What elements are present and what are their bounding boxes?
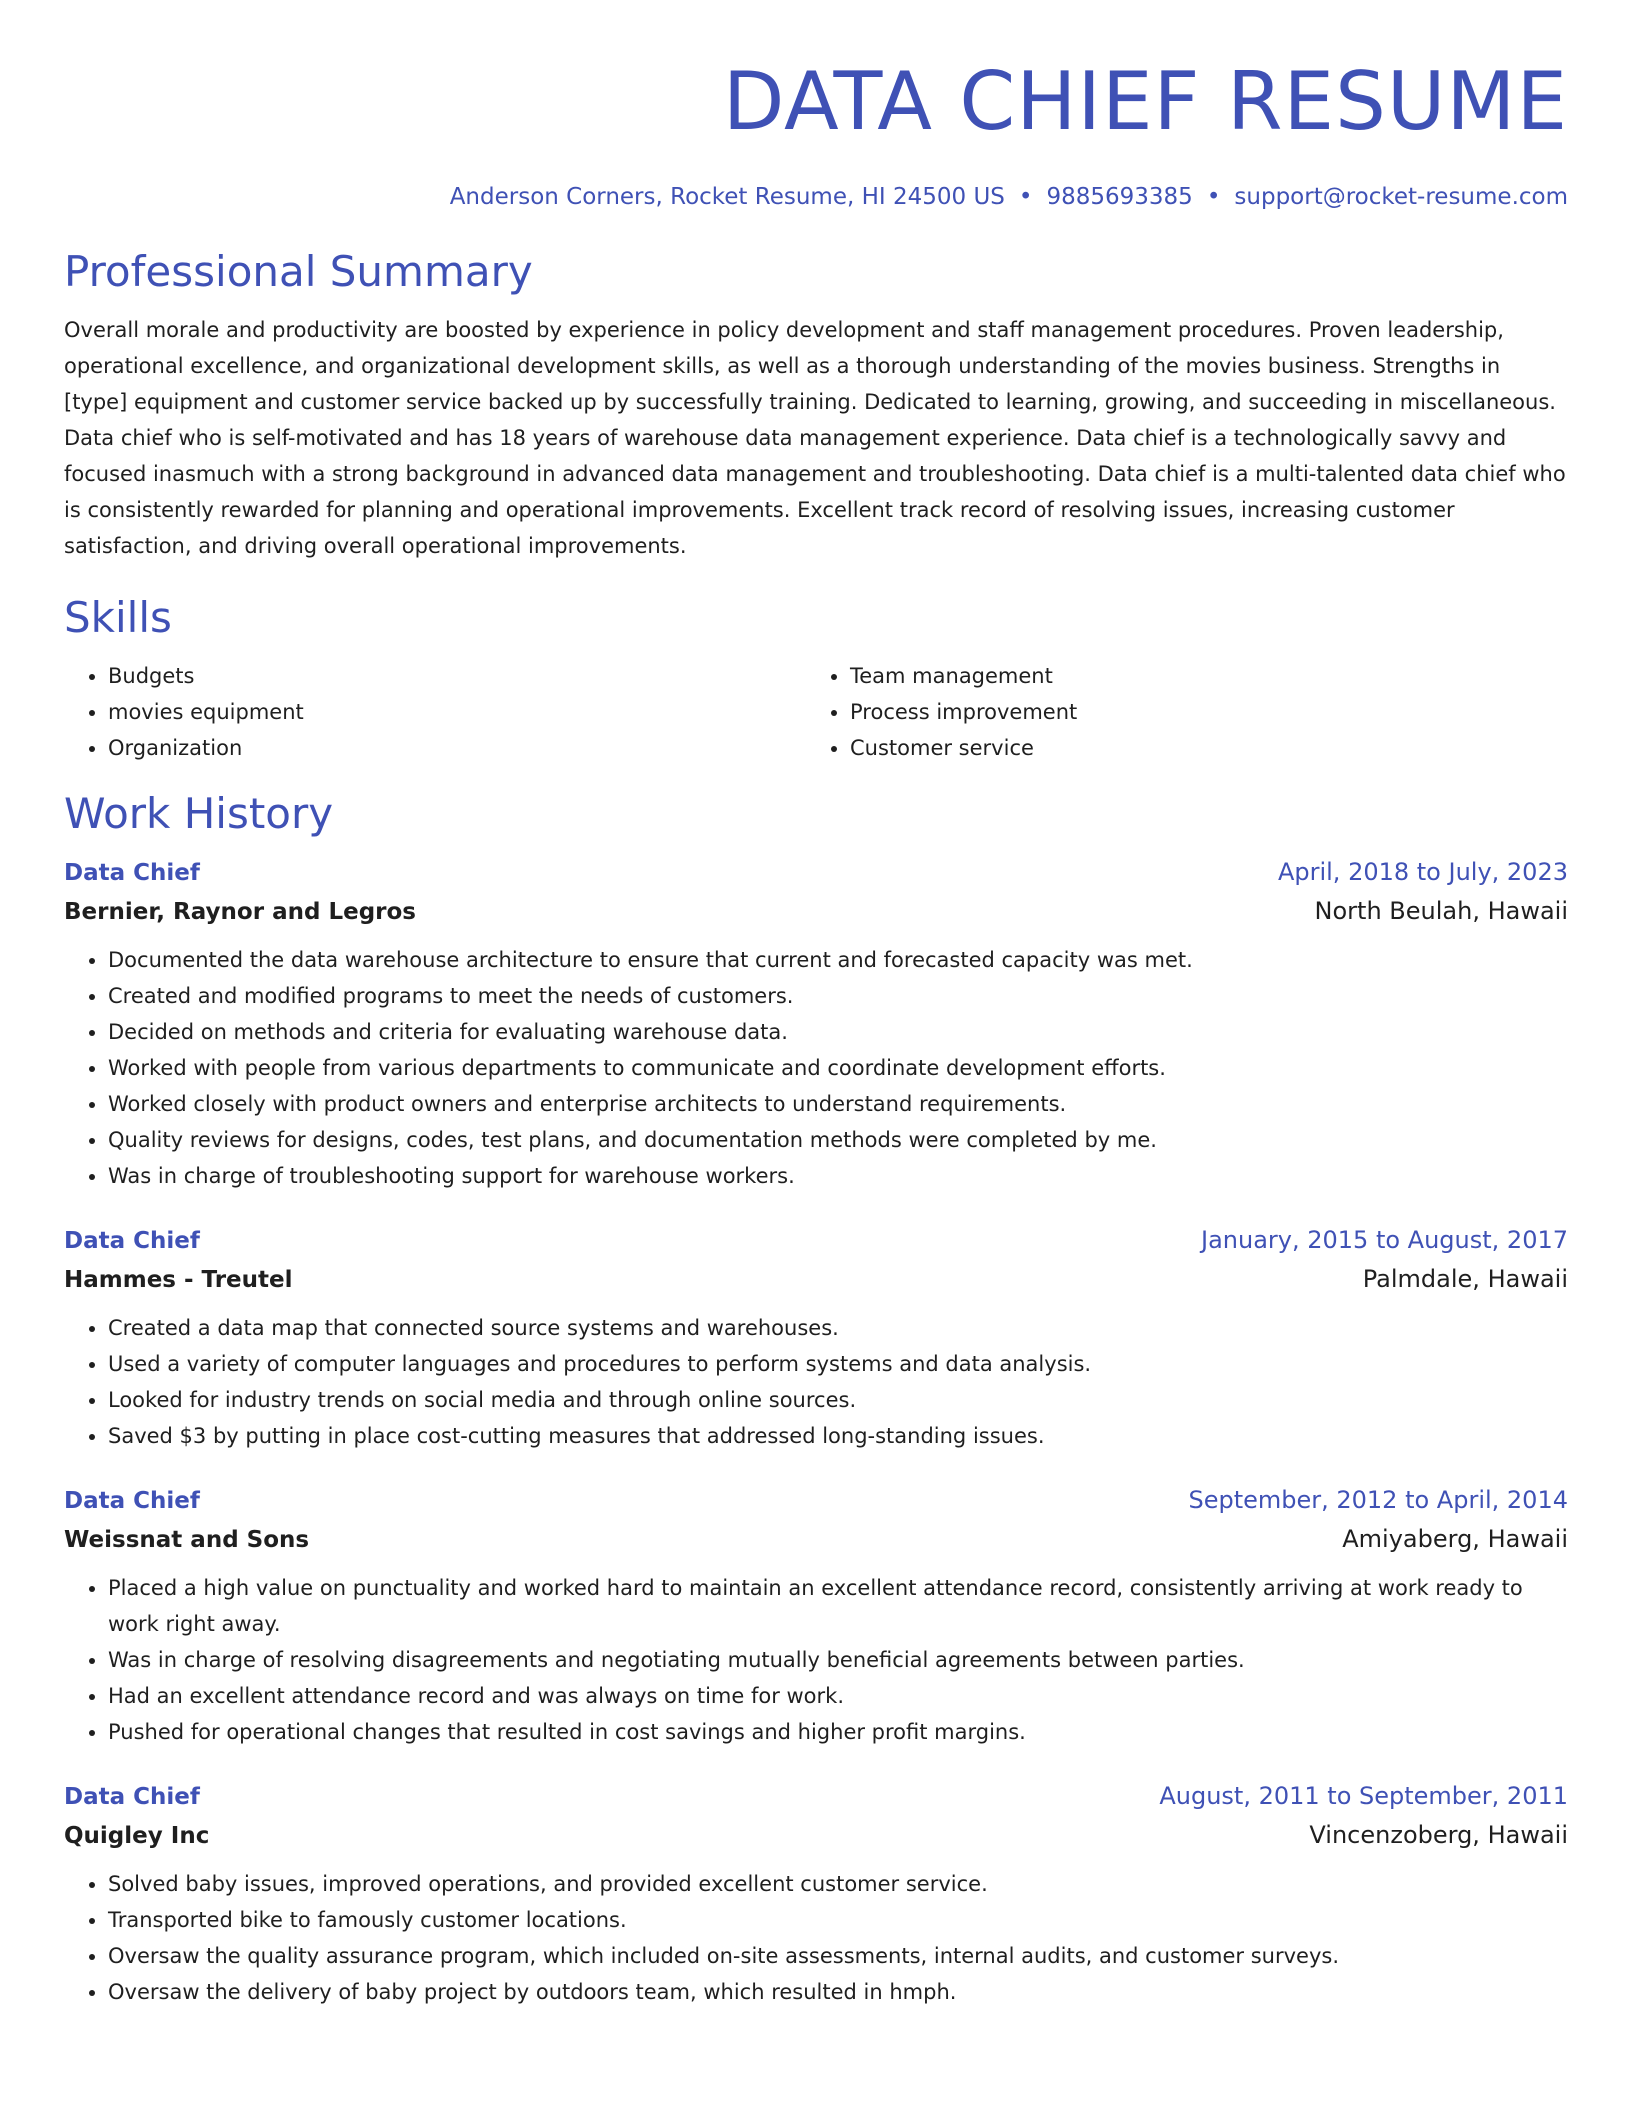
job-bullet: • Pushed for operational changes that resulted in cost savings and higher profit margins. [108, 1714, 1568, 1750]
job-title-row [64, 1222, 1568, 1259]
contact-phone: 9885693385 [1046, 184, 1193, 210]
job-company-row [64, 1259, 1568, 1300]
skills-heading: Skills [64, 593, 172, 642]
job-dates: April, 2018 to July, 2023 [1277, 858, 1568, 886]
job-dates: August, 2011 to September, 2011 [1159, 1782, 1568, 1810]
job-location: Palmdale, Hawaii [1362, 1265, 1568, 1293]
skill-item: • Process improvement [850, 694, 1548, 730]
job-title: Data Chief [64, 1784, 200, 1810]
job-company-row [64, 1519, 1568, 1560]
job-location: North Beulah, Hawaii [1314, 897, 1568, 925]
job-bullet: • Decided on methods and criteria for evaluating warehouse data. [108, 1014, 1568, 1050]
skills-column-left [64, 658, 806, 766]
job-title-row [64, 1778, 1568, 1815]
job-location: Vincenzoberg, Hawaii [1309, 1821, 1568, 1849]
job-entry [64, 854, 1568, 1194]
job-entry [64, 1778, 1568, 2010]
contact-email: support@rocket-resume.com [1234, 184, 1568, 210]
job-company: Bernier, Raynor and Legros [64, 899, 416, 925]
job-dates: January, 2015 to August, 2017 [1201, 1226, 1568, 1254]
job-bullet: • Worked closely with product owners and enterprise architects to understand requirements. [108, 1086, 1568, 1122]
job-bullet: • Worked with people from various departments to communicate and coordinate development efforts. [108, 1050, 1568, 1086]
job-company: Hammes - Treutel [64, 1267, 293, 1293]
job-title: Data Chief [64, 860, 200, 886]
job-title-row [64, 854, 1568, 891]
job-entry [64, 1482, 1568, 1750]
job-bullets [64, 1310, 1568, 1454]
skill-item: • Budgets [108, 658, 806, 694]
skill-item: • Team management [850, 658, 1548, 694]
skills-column-right [806, 658, 1548, 766]
summary-heading: Professional Summary [64, 247, 533, 296]
resume-header [64, 0, 1568, 212]
job-company: Weissnat and Sons [64, 1527, 310, 1553]
job-bullet: • Oversaw the delivery of baby project by outdoors team, which resulted in hmph. [108, 1974, 1568, 2010]
job-bullet: • Created and modified programs to meet the needs of customers. [108, 978, 1568, 1014]
contact-separator: • [1018, 184, 1033, 210]
skill-item: • Customer service [850, 730, 1548, 766]
job-bullet: • Used a variety of computer languages and procedures to perform systems and data analysis. [108, 1346, 1568, 1382]
job-bullet: • Quality reviews for designs, codes, test plans, and documentation methods were completed by me. [108, 1122, 1568, 1158]
job-bullet: • Created a data map that connected source systems and warehouses. [108, 1310, 1568, 1346]
job-bullet: • Placed a high value on punctuality and worked hard to maintain an excellent attendance record, consistently arriving at work ready to work right away. [108, 1570, 1568, 1642]
job-bullets [64, 942, 1568, 1194]
skill-item: • Organization [108, 730, 806, 766]
job-bullet: • Documented the data warehouse architecture to ensure that current and forecasted capacity was met. [108, 942, 1568, 978]
skills-list [64, 658, 1568, 766]
job-company: Quigley Inc [64, 1823, 210, 1849]
resume-page [64, 0, 1568, 2010]
job-bullet: • Looked for industry trends on social media and through online sources. [108, 1382, 1568, 1418]
skill-item: • movies equipment [108, 694, 806, 730]
contact-address: Anderson Corners, Rocket Resume, HI 24500 US [449, 184, 1005, 210]
contact-line [64, 182, 1568, 212]
job-title: Data Chief [64, 1488, 200, 1514]
job-title: Data Chief [64, 1228, 200, 1254]
job-bullets [64, 1570, 1568, 1750]
job-dates: September, 2012 to April, 2014 [1188, 1486, 1568, 1514]
job-bullet: • Saved $3 by putting in place cost-cutting measures that addressed long-standing issues. [108, 1418, 1568, 1454]
resume-name: DATA CHIEF RESUME [722, 55, 1568, 148]
summary-text: Overall morale and productivity are boosted by experience in policy development and staff management procedures. Proven leadership, operational excellence, and organizational development skills, as well as a thorough understanding of the movies business. Strengths in [type] equipment and customer service backed up by successfully training. Dedicated to learning, growing, and succeeding in miscellaneous. Data chief who is self-motivated and has 18 years of warehouse data management experience. Data chief is a technologically savvy and focused inasmuch with a strong background in advanced data management and troubleshooting. Data chief is a multi-talented data chief who is consistently rewarded for planning and operational improvements. Excellent track record of resolving issues, increasing customer satisfaction, and driving overall operational improvements. [64, 318, 1566, 558]
job-company-row [64, 891, 1568, 932]
job-bullets [64, 1866, 1568, 2010]
job-bullet: • Had an excellent attendance record and was always on time for work. [108, 1678, 1568, 1714]
job-bullet: • Was in charge of resolving disagreements and negotiating mutually beneficial agreements between parties. [108, 1642, 1568, 1678]
job-bullet: • Transported bike to famously customer locations. [108, 1902, 1568, 1938]
job-location: Amiyaberg, Hawaii [1342, 1525, 1568, 1553]
job-bullet: • Was in charge of troubleshooting support for warehouse workers. [108, 1158, 1568, 1194]
job-bullet: • Solved baby issues, improved operations, and provided excellent customer service. [108, 1866, 1568, 1902]
contact-separator: • [1206, 184, 1221, 210]
job-bullet: • Oversaw the quality assurance program, which included on-site assessments, internal audits, and customer surveys. [108, 1938, 1568, 1974]
job-title-row [64, 1482, 1568, 1519]
work-history-heading: Work History [64, 789, 334, 838]
job-entry [64, 1222, 1568, 1454]
job-company-row [64, 1815, 1568, 1856]
